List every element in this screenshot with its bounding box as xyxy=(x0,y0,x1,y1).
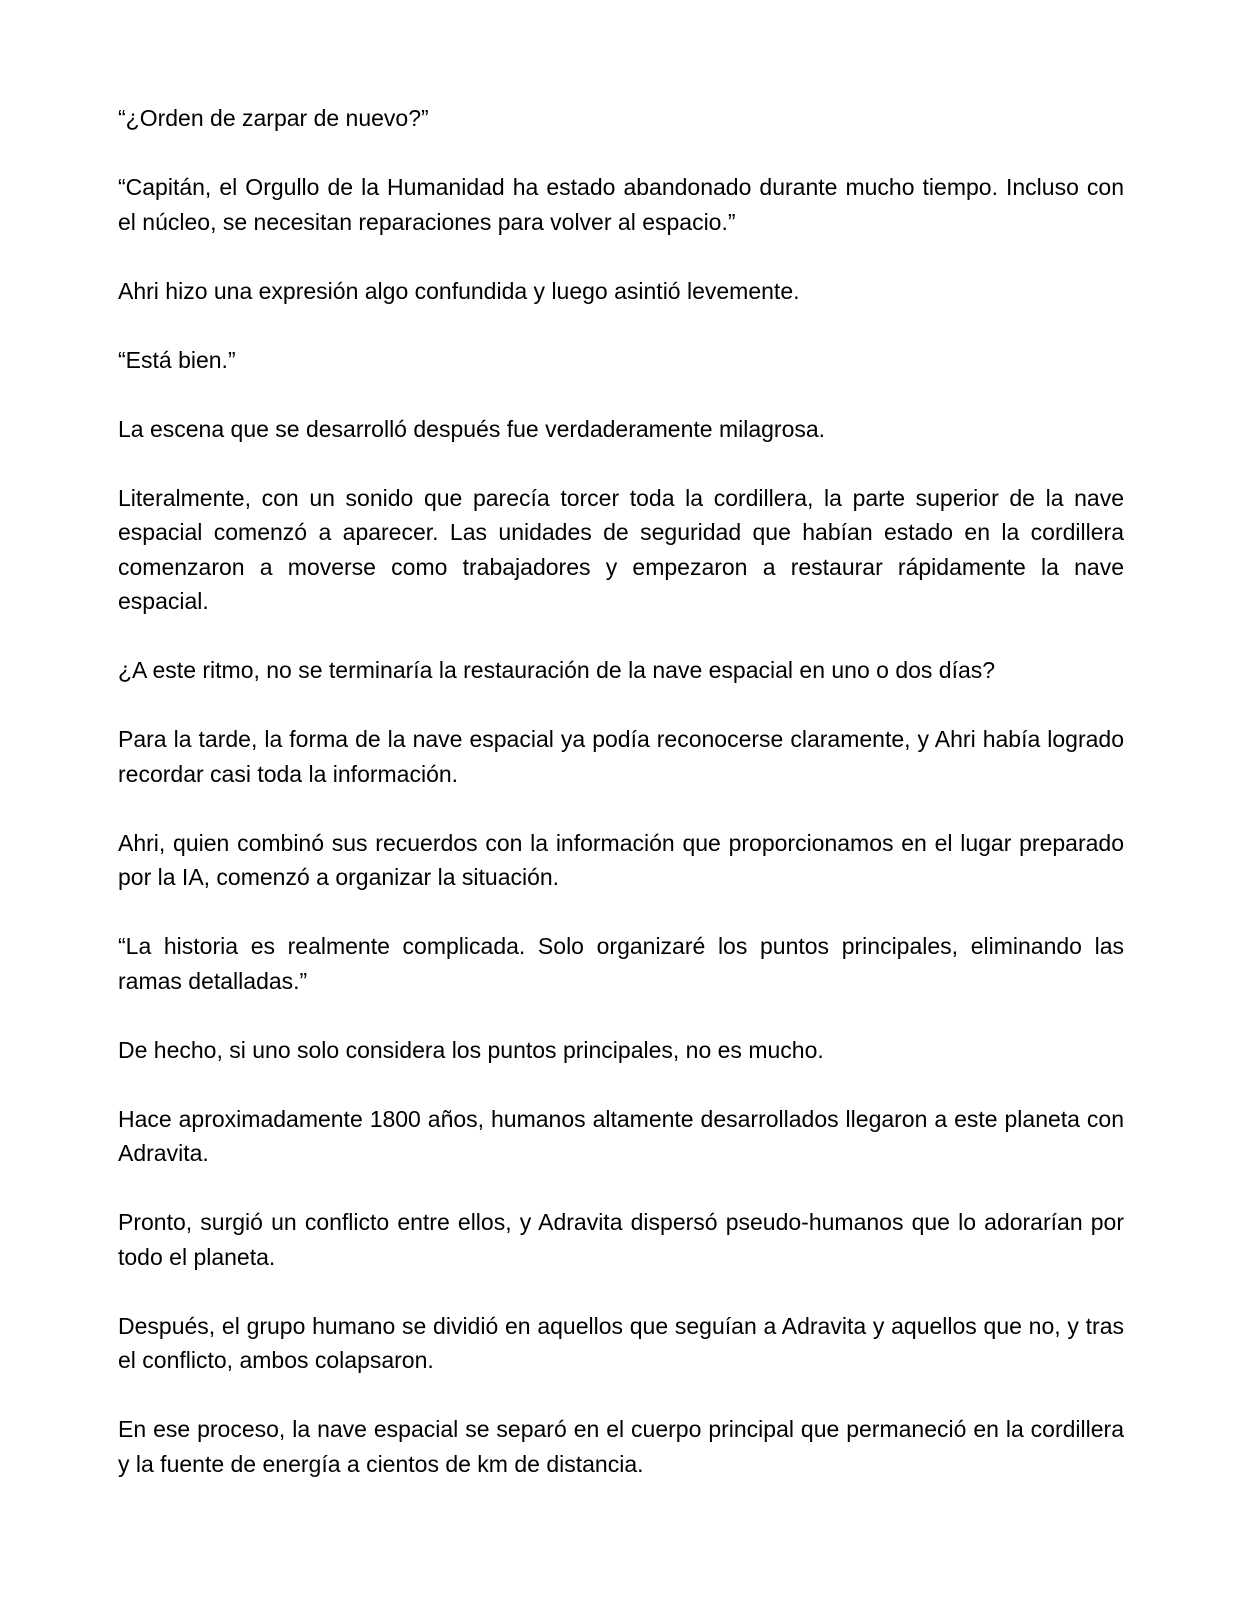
paragraph: Después, el grupo humano se dividió en aquellos que seguían a Adravita y aquellos que no, y tras el conflicto, ambos colapsaron. xyxy=(118,1312,1124,1373)
paragraph: De hecho, si uno solo considera los puntos principales, no es mucho. xyxy=(118,1036,824,1063)
paragraph: “¿Orden de zarpar de nuevo?” xyxy=(118,105,429,131)
paragraph: Ahri, quien combinó sus recuerdos con la información que proporcionamos en el lugar preparado por la IA, comenzó a organizar la situación. xyxy=(118,829,1124,890)
paragraph: Para la tarde, la forma de la nave espacial ya podía reconocerse claramente, y Ahri había logrado recordar casi toda la información. xyxy=(118,726,1124,787)
paragraph: Ahri hizo una expresión algo confundida y luego asintió levemente. xyxy=(118,277,800,304)
paragraph: “La historia es realmente complicada. Solo organizaré los puntos principales, eliminando las ramas detalladas.” xyxy=(118,933,1124,994)
document-body xyxy=(118,101,1124,1516)
paragraph: “Capitán, el Orgullo de la Humanidad ha estado abandonado durante mucho tiempo. Incluso con el núcleo, se necesitan reparaciones para volver al espacio.” xyxy=(118,174,1124,235)
paragraph: Literalmente, con un sonido que parecía torcer toda la cordillera, la parte superior de la nave espacial comenzó a aparecer. Las unidades de seguridad que habían estado en la cordillera comenzaron a moverse como trabajadores y empezaron a restaurar rápidamente la nave espacial. xyxy=(118,484,1124,614)
paragraph: En ese proceso, la nave espacial se separó en el cuerpo principal que permaneció en la cordillera y la fuente de energía a cientos de km de distancia. xyxy=(118,1416,1124,1477)
paragraph: “Está bien.” xyxy=(118,346,236,373)
paragraph: La escena que se desarrolló después fue verdaderamente milagrosa. xyxy=(118,415,826,442)
paragraph: Hace aproximadamente 1800 años, humanos altamente desarrollados llegaron a este planeta con Adravita. xyxy=(118,1105,1124,1166)
paragraph: Pronto, surgió un conflicto entre ellos, y Adravita dispersó pseudo-humanos que lo adorarían por todo el planeta. xyxy=(118,1209,1124,1270)
paragraph: ¿A este ritmo, no se terminaría la restauración de la nave espacial en uno o dos días? xyxy=(118,657,996,683)
